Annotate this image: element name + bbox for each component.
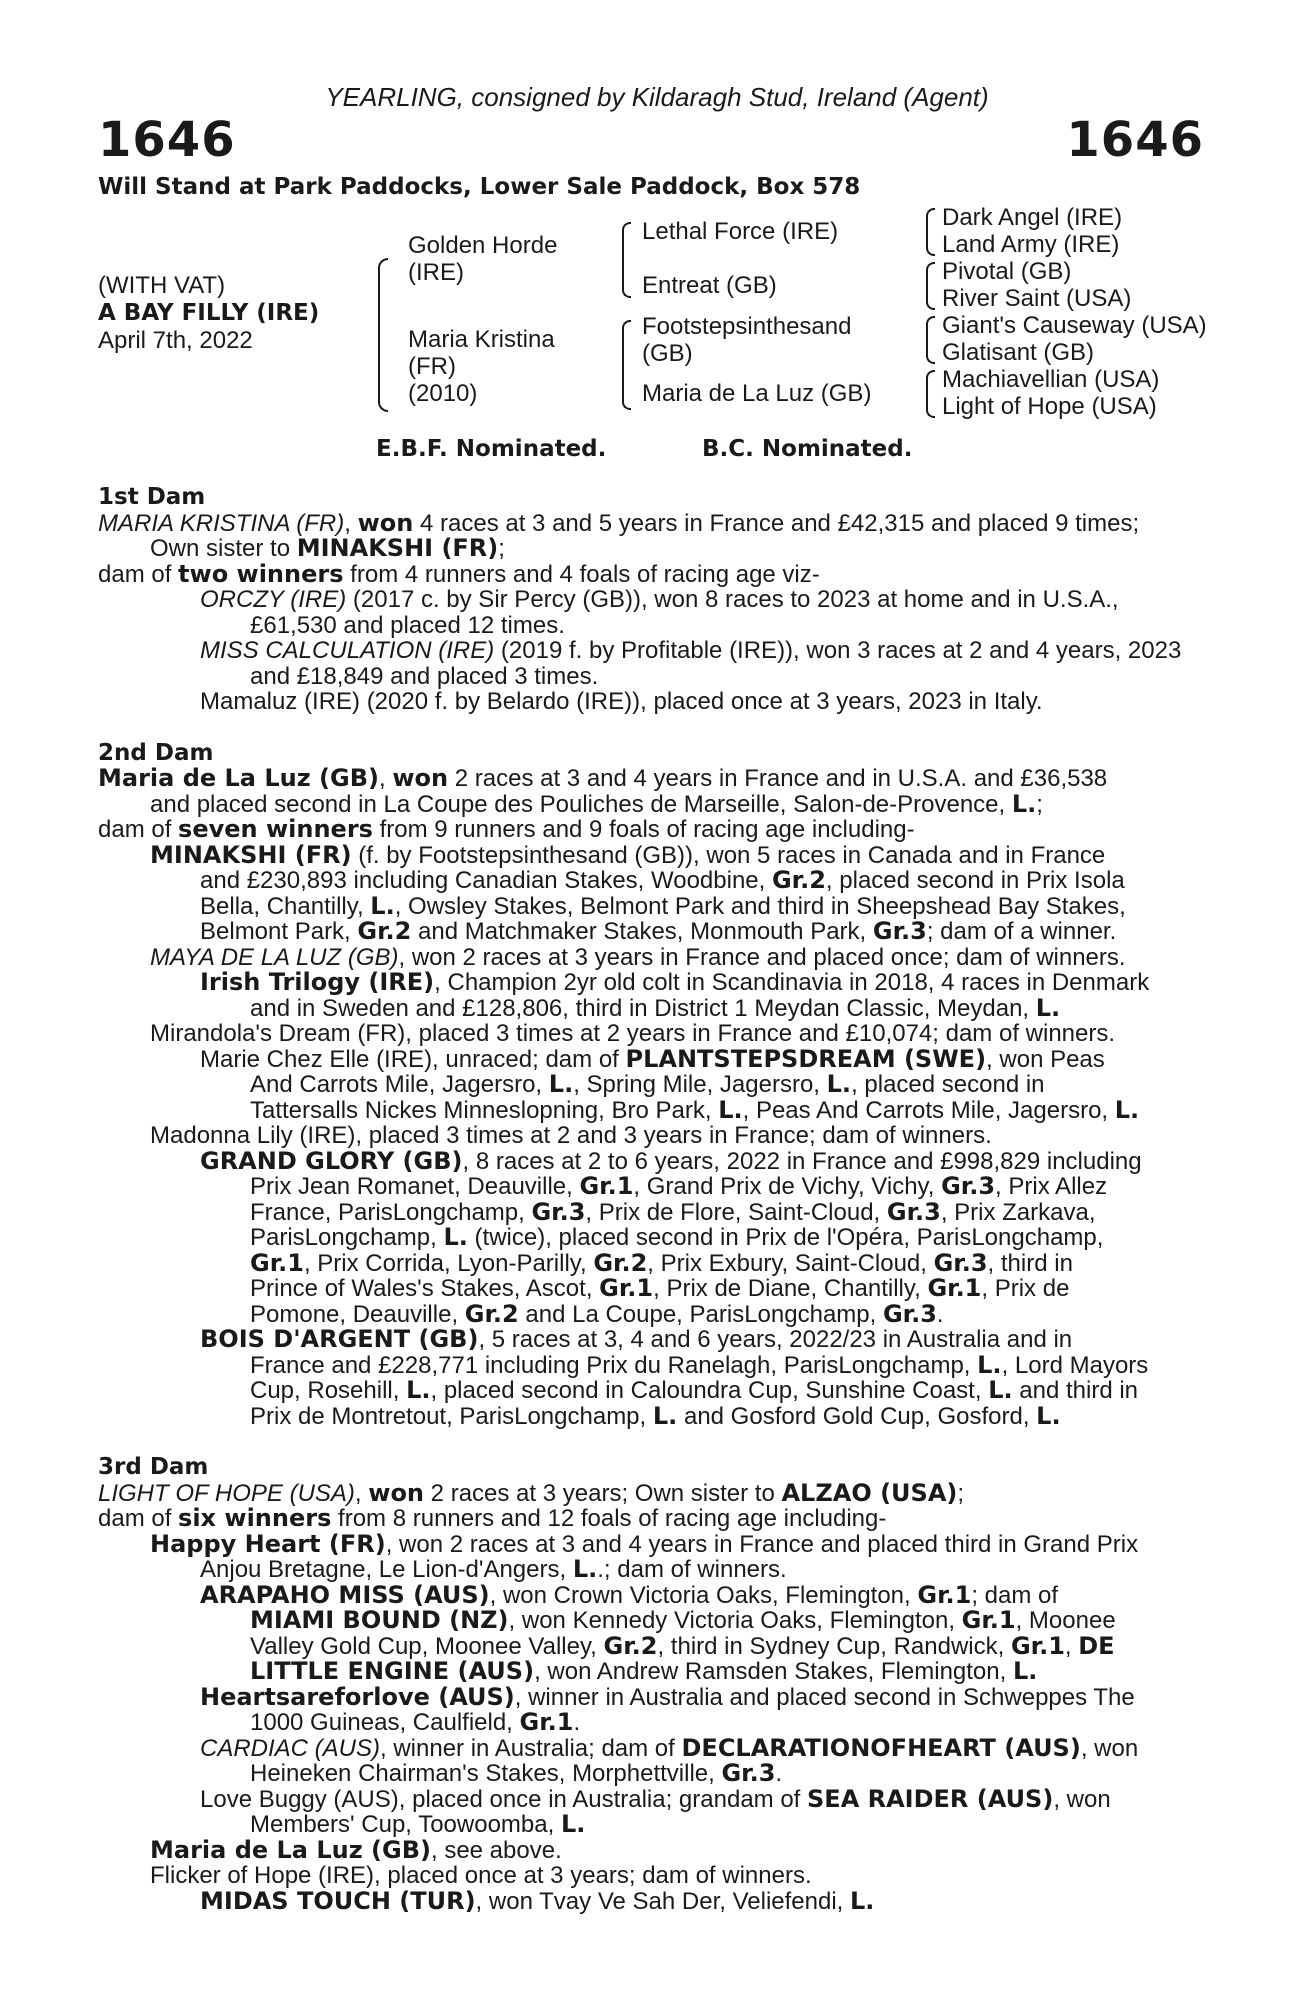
second-dam-heading: 2nd Dam (98, 739, 214, 766)
text: Marie Chez Elle (IRE), unraced; dam of (200, 1045, 626, 1073)
second-dam-section (98, 741, 1210, 1430)
brace-g2 (926, 262, 935, 310)
lot-number-left: 1646 (98, 112, 236, 168)
text: and placed second in La Coupe des Pouliches de Marseille, Salon-de-Provence, (150, 790, 1012, 818)
ancestor-3: Pivotal (GB) (942, 258, 1072, 285)
race-grade: Gr.3 (886, 1197, 941, 1226)
text: , won Kennedy Victoria Oaks, Flemington, (508, 1607, 962, 1634)
race-grade: Gr.3 (882, 1299, 937, 1328)
text: Prince of Wales's Stakes, Ascot, (250, 1275, 600, 1302)
text: , Champion 2yr old colt in Scandinavia in 2018, 4 races in Denmark (434, 969, 1150, 996)
won-label: won (368, 1478, 425, 1507)
text: Prix Jean Romanet, Deauville, (250, 1173, 580, 1200)
dam-name: Maria Kristina (408, 326, 555, 353)
race-grade: Gr.2 (464, 1299, 519, 1328)
dam-country: (FR) (408, 353, 456, 380)
text: , placed second in (851, 1071, 1045, 1098)
produce-name: Irish Trilogy (IRE) (200, 968, 435, 996)
race-grade: Gr.1 (599, 1274, 654, 1302)
race-grade: L. (572, 1555, 598, 1583)
text: , Prix de Diane, Chantilly, (653, 1275, 928, 1302)
text: , won (1080, 1734, 1139, 1762)
produce-name: MIDAS TOUCH (TUR) (200, 1886, 476, 1915)
text: Flicker of Hope (IRE), placed once at 3 years; dam of winners. (150, 1862, 812, 1889)
race-grade: L. (370, 891, 395, 920)
race-grade: Gr.1 (1010, 1631, 1065, 1660)
text: £61,530 and placed 12 times. (250, 611, 565, 639)
produce-name: Maria de La Luz (GB) (150, 1835, 431, 1864)
text: , third in Sydney Cup, Randwick, (657, 1632, 1011, 1660)
produce-name: GRAND GLORY (GB) (200, 1146, 463, 1175)
text: . (573, 1709, 581, 1736)
third-dam-section (98, 1455, 1210, 1914)
text: Madonna Lily (IRE), placed 3 times at 2 and 3 years in France; dam of winners. (150, 1122, 992, 1149)
text: Members' Cup, Toowoomba, (250, 1811, 561, 1838)
text: dam of (98, 816, 179, 843)
race-grade: L. (560, 1810, 586, 1838)
text: , Grand Prix de Vichy, Vichy, (633, 1173, 942, 1200)
race-grade: L. (406, 1376, 431, 1404)
text: , placed second in Prix Isola (825, 867, 1125, 894)
ancestor-1: Dark Angel (IRE) (942, 204, 1123, 231)
text: Own sister to (150, 535, 297, 562)
text: . (775, 1760, 783, 1787)
race-grade: L. (1036, 1401, 1061, 1430)
text: from 4 runners and 4 foals of racing age viz- (343, 560, 820, 588)
race-grade: Gr.1 (927, 1274, 982, 1302)
race-grade: L. (988, 1376, 1013, 1404)
text: , Lord Mayors (1001, 1351, 1149, 1379)
text: , won (1053, 1785, 1111, 1813)
text: , won Peas (986, 1045, 1105, 1073)
sire-country: (IRE) (408, 259, 464, 286)
text: ParisLongchamp, (250, 1224, 444, 1251)
ancestor-4: River Saint (USA) (942, 285, 1132, 312)
text: , winner in Australia; dam of (380, 1734, 682, 1762)
text: 2 races at 3 years; Own sister to (424, 1479, 782, 1507)
text: ; (957, 1479, 965, 1507)
text: Prix de Montretout, ParisLongchamp, (250, 1402, 653, 1430)
text: , Prix Allez (995, 1173, 1108, 1200)
text: dam of (98, 1505, 179, 1532)
text: , Prix de Flore, Saint-Cloud, (585, 1198, 887, 1226)
text: . (936, 1300, 944, 1328)
dam-dam: Maria de La Luz (GB) (642, 380, 872, 407)
won-label: won (392, 764, 449, 792)
text: , Peas And Carrots Mile, Jagersro, (742, 1096, 1115, 1124)
text: And Carrots Mile, Jagersro, (250, 1071, 549, 1098)
text: and £18,849 and placed 3 times. (250, 662, 599, 690)
text: Belmont Park, (200, 918, 358, 945)
race-grade: Gr.3 (531, 1197, 586, 1226)
text: , Prix Exbury, Saint-Cloud, (647, 1249, 934, 1277)
stand-location: Will Stand at Park Paddocks, Lower Sale Paddock, Box 578 (98, 174, 861, 200)
race-grade: L. (1011, 789, 1037, 818)
bc-nominated: B.C. Nominated. (702, 436, 913, 462)
text: , winner in Australia and placed second in Schweppes The (514, 1683, 1135, 1711)
text: (2019 f. by Profitable (IRE)), won 3 races at 2 and 4 years, 2023 (494, 637, 1182, 664)
text: Cup, Rosehill, (250, 1377, 407, 1404)
race-grade: Gr.1 (579, 1172, 634, 1200)
winners-count: seven winners (178, 815, 373, 843)
produce-name: MINAKSHI (FR) (150, 840, 352, 869)
dam2-name: Maria de La Luz (GB) (98, 764, 379, 792)
ancestor-7: Machiavellian (USA) (942, 366, 1160, 393)
text: Tattersalls Nickes Minneslopning, Bro Park, (250, 1096, 719, 1124)
brace-g3 (926, 316, 935, 364)
produce-name: BOIS D'ARGENT (GB) (200, 1325, 479, 1353)
dam3-name: LIGHT OF HOPE (USA) (98, 1479, 355, 1507)
text: Love Buggy (AUS), placed once in Australia; grandam of (200, 1785, 808, 1813)
text: Mirandola's Dream (FR), placed 3 times at 2 years in France and £10,074; dam of winners. (150, 1020, 1116, 1047)
text: , won 2 races at 3 years in France and placed once; dam of winners. (398, 943, 1126, 971)
text: , 5 races at 3, 4 and 6 years, 2022/23 in Australia and in (478, 1326, 1073, 1353)
text: 4 races at 3 and 5 years in France and £42,315 and placed 9 times; (413, 509, 1140, 537)
text: Bella, Chantilly, (200, 892, 371, 920)
produce-name: PLANTSTEPSDREAM (SWE) (625, 1044, 987, 1073)
brace-g1 (926, 208, 935, 256)
race-grade: L. (443, 1223, 468, 1251)
text: , (344, 509, 358, 537)
produce-name: Happy Heart (FR) (150, 1529, 386, 1558)
race-grade: Gr.1 (519, 1708, 574, 1736)
produce-name: MISS CALCULATION (IRE) (200, 637, 495, 664)
text: , 8 races at 2 to 6 years, 2022 in France and £998,829 including (462, 1147, 1142, 1175)
won-label: won (357, 508, 414, 537)
text: , Prix de (981, 1275, 1070, 1302)
text: .; dam of winners. (597, 1556, 787, 1583)
text: from 8 runners and 12 foals of racing age including- (331, 1505, 887, 1532)
text: , placed second in Caloundra Cup, Sunshine Coast, (430, 1377, 989, 1404)
produce-name: MAYA DE LA LUZ (GB) (150, 943, 399, 971)
ancestor-5: Giant's Causeway (USA) (942, 312, 1207, 339)
text: and La Coupe, ParisLongchamp, (518, 1300, 883, 1328)
text: France and £228,771 including Prix du Ranelagh, ParisLongchamp, (250, 1351, 978, 1379)
text: ; dam of (971, 1581, 1059, 1609)
sire-sire: Lethal Force (IRE) (642, 218, 839, 245)
catalogue-body (98, 485, 1210, 1914)
dam-year: (2010) (408, 380, 478, 407)
first-dam-heading: 1st Dam (98, 484, 206, 510)
race-grade: Gr.2 (603, 1631, 658, 1660)
race-grade: L. (826, 1070, 852, 1098)
sire-dam: Entreat (GB) (642, 272, 777, 299)
text: France, ParisLongchamp, (250, 1198, 532, 1226)
text: , won 2 races at 3 and 4 years in France and placed third in Grand Prix (385, 1530, 1139, 1558)
race-grade: L. (850, 1886, 875, 1915)
race-grade: L. (977, 1350, 1002, 1379)
race-grade: L. (1114, 1095, 1140, 1124)
text: ; (1036, 790, 1043, 818)
produce-name: DE (1078, 1631, 1115, 1660)
produce-name: MIAMI BOUND (NZ) (250, 1606, 509, 1634)
brace-sire (622, 222, 631, 298)
race-grade: Gr.3 (872, 917, 927, 945)
sister-name: MINAKSHI (FR) (296, 534, 499, 562)
race-grade: L. (718, 1095, 743, 1124)
text: , Moonee (1015, 1607, 1116, 1634)
text: 2 races at 3 and 4 years in France and in U.S.A. and £36,538 (448, 765, 1108, 792)
text: dam of (98, 560, 179, 588)
race-grade: Gr.2 (357, 917, 412, 945)
race-grade: L. (1012, 1657, 1038, 1685)
text: , Prix Zarkava, (940, 1198, 1096, 1226)
dam-sire-country: (GB) (642, 340, 693, 367)
text: Mamaluz (IRE) (2020 f. by Belardo (IRE)), placed once at 3 years, 2023 in Italy. (200, 688, 1043, 715)
consignor-line: YEARLING, consigned by Kildaragh Stud, Ireland (Agent) (325, 82, 989, 112)
text: and Matchmaker Stakes, Monmouth Park, (411, 918, 873, 945)
text: Heineken Chairman's Stakes, Morphettville, (250, 1760, 722, 1787)
produce-name: ORCZY (IRE) (200, 586, 347, 613)
race-grade: Gr.2 (593, 1248, 648, 1277)
text: and £230,893 including Canadian Stakes, Woodbine, (200, 867, 772, 894)
winners-count: six winners (178, 1504, 332, 1532)
vat-note: (WITH VAT) (98, 272, 226, 299)
produce-name: SEA RAIDER (AUS) (807, 1784, 1054, 1813)
race-grade: L. (1035, 993, 1061, 1022)
text: ; (498, 535, 505, 562)
sire-name: Golden Horde (408, 232, 558, 259)
winners-count: two winners (178, 559, 344, 588)
text: (f. by Footstepsinthesand (GB)), won 5 races in Canada and in France (351, 841, 1106, 869)
first-dam-section (98, 485, 1210, 715)
text: Anjou Bretagne, Le Lion-d'Angers, (200, 1556, 573, 1583)
race-grade: Gr.1 (961, 1606, 1016, 1634)
text: , won Andrew Ramsden Stakes, Flemington, (534, 1658, 1013, 1685)
foaling-date: April 7th, 2022 (98, 327, 253, 354)
third-dam-heading: 3rd Dam (98, 1454, 209, 1480)
brace-g4 (926, 370, 935, 418)
produce-name: ARAPAHO MISS (AUS) (200, 1580, 490, 1609)
text: , third in (987, 1249, 1073, 1277)
produce-name: DECLARATIONOFHEART (AUS) (681, 1733, 1081, 1762)
text: (2017 c. by Sir Percy (GB)), won 8 races to 2023 at home and in U.S.A., (346, 586, 1119, 613)
race-grade: Gr.1 (250, 1248, 304, 1277)
race-grade: Gr.3 (721, 1759, 776, 1787)
text: , (378, 765, 393, 792)
lot-number-right: 1646 (1066, 112, 1204, 168)
text: ; dam of a winner. (926, 918, 1117, 945)
text: , Prix Corrida, Lyon-Parilly, (303, 1249, 594, 1277)
text: and Gosford Gold Cup, Gosford, (677, 1402, 1037, 1430)
sister-name: ALZAO (USA) (781, 1478, 958, 1507)
race-grade: Gr.3 (933, 1248, 988, 1277)
text: and in Sweden and £128,806, third in District 1 Meydan Classic, Meydan, (250, 994, 1036, 1022)
race-grade: Gr.2 (771, 866, 826, 894)
text: , Spring Mile, Jagersro, (573, 1071, 827, 1098)
text: 1000 Guineas, Caulfield, (250, 1709, 520, 1736)
race-grade: L. (652, 1401, 678, 1430)
produce-name: Heartsareforlove (AUS) (200, 1682, 515, 1711)
text: Pomone, Deauville, (250, 1300, 465, 1328)
text: , see above. (430, 1836, 562, 1864)
race-grade: L. (548, 1070, 574, 1098)
text: (twice), placed second in Prix de l'Opéra, ParisLongchamp, (467, 1224, 1104, 1251)
dam1-name: MARIA KRISTINA (FR) (98, 509, 345, 537)
text: and third in (1012, 1377, 1139, 1404)
ancestor-6: Glatisant (GB) (942, 339, 1095, 366)
text: , (1064, 1632, 1079, 1660)
dam-sire: Footstepsinthesand (642, 313, 852, 340)
text: , won Crown Victoria Oaks, Flemington, (489, 1581, 918, 1609)
race-grade: Gr.1 (917, 1580, 972, 1609)
text: Valley Gold Cup, Moonee Valley, (250, 1632, 604, 1660)
text: , Owsley Stakes, Belmont Park and third in Sheepshead Bay Stakes, (394, 892, 1126, 920)
text: , won Tvay Ve Sah Der, Veliefendi, (475, 1887, 850, 1915)
horse-name: A BAY FILLY (IRE) (98, 300, 320, 326)
brace-horse (378, 258, 388, 412)
race-grade: Gr.3 (941, 1172, 996, 1200)
ancestor-8: Light of Hope (USA) (942, 393, 1157, 420)
text: from 9 runners and 9 foals of racing age including- (372, 816, 915, 843)
produce-name: CARDIAC (AUS) (200, 1734, 381, 1762)
ebf-nominated: E.B.F. Nominated. (376, 436, 607, 462)
text: , (354, 1479, 369, 1507)
produce-name: LITTLE ENGINE (AUS) (250, 1657, 535, 1685)
brace-dam (622, 320, 631, 410)
ancestor-2: Land Army (IRE) (942, 231, 1120, 258)
